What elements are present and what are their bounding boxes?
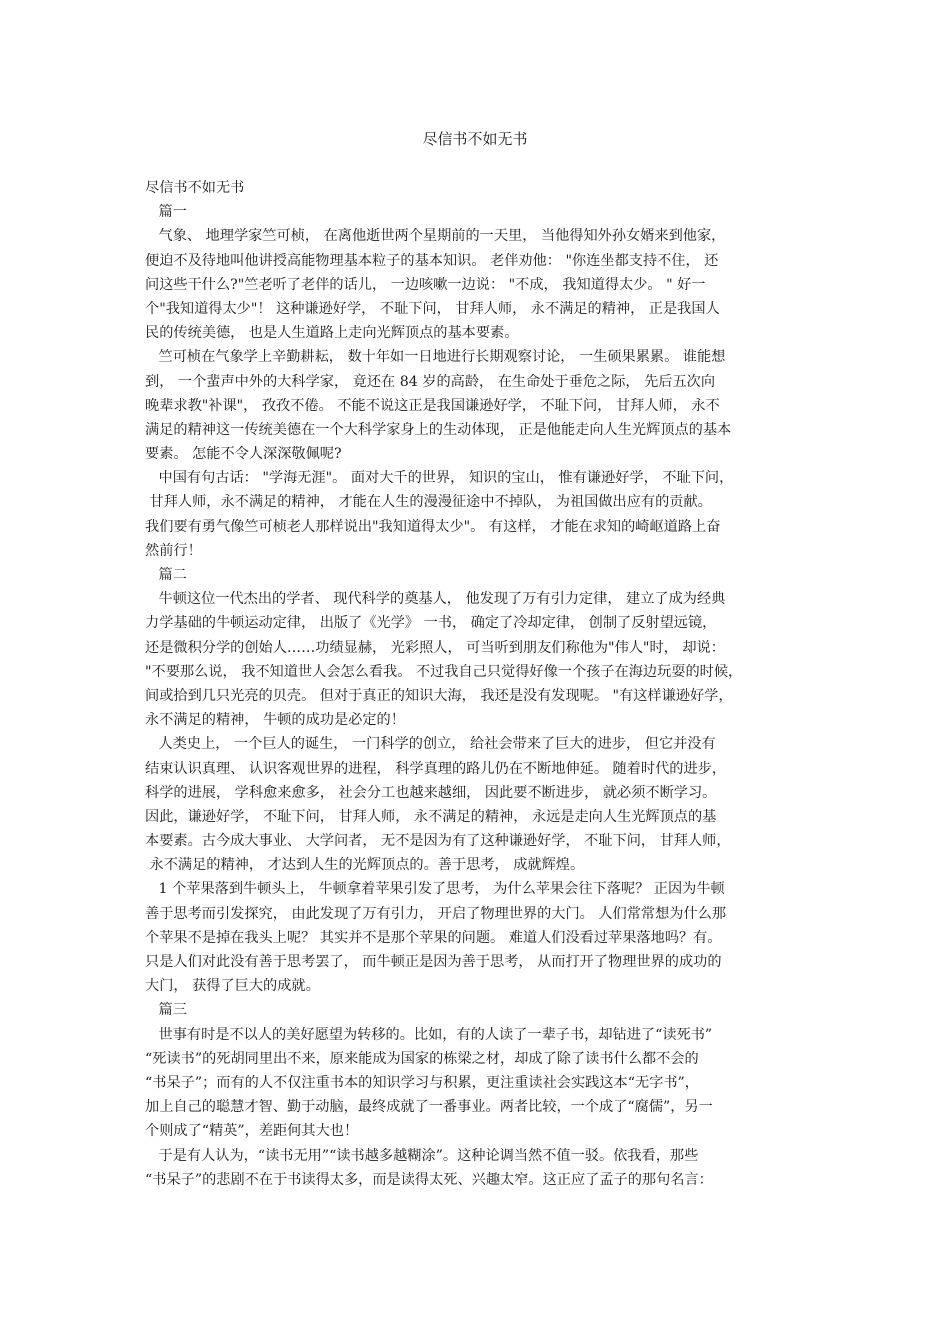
text-line: 篇二 [145,567,187,583]
text-line: 满足的精神这一传统美德在一个大科学家身上的生动体现， 正是他能走向人生光辉顶点的基本 [145,421,732,438]
text-line: 便迫不及待地叫他讲授高能物理基本粒子的基本知识。 老伴劝他： "你连坐都支持不住， 还 [145,252,719,269]
text-line: 民的传统美德， 也是人生道路上走向光辉顶点的基本要素。 [145,325,519,342]
text-line: 中国有句古话： "学海无涯"。 面对大千的世界， 知识的宝山， 惟有谦逊好学， 不耻下问， [145,470,734,487]
text-line: 问这些干什么?"竺老听了老伴的话儿， 一边咳嗽一边说： "不成， 我知道得太少。 " 好一 [145,276,706,293]
document-body [145,176,813,1192]
text-line: 到， 一个蜚声中外的大科学家， 竟还在 84 岁的高龄， 在生命处于垂危之际， 先后五次向 [145,373,716,390]
text-line: 本要素。古今成大事业、 大学问者， 无不是因为有了这种谦逊好学， 不耻下问， 甘拜人师， [145,833,731,850]
text-line: 要素。 怎能不令人深深敬佩呢? [145,446,342,463]
text-line: 甘拜人师，永不满足的精神， 才能在人生的漫漫征途中不掉队， 为祖国做出应有的贡献。 [145,494,712,511]
text-line: 篇一 [145,204,187,221]
text-line: 间或拾到几只光亮的贝壳。 但对于真正的知识大海， 我还是没有发现呢。 "有这样谦逊好学， [145,687,733,704]
text-line: 永不满足的精神， 才达到人生的光辉顶点的。善于思考， 成就辉煌。 [145,857,585,874]
text-line: 个"我知道得太少"！ 这种谦逊好学， 不耻下问， 甘拜人师， 永不满足的精神， 正是我国人 [145,300,720,317]
text-line: 牛顿这位一代杰出的学者、 现代科学的奠基人， 他发现了万有引力定律， 建立了成为经典 [145,591,726,608]
text-line: “死读书”的死胡同里出不来，原来能成为国家的栋梁之材，却成了除了读书什么都不会的 [145,1050,699,1067]
text-line: 加上自己的聪慧才智、勤于动脑，最终成就了一番事业。两者比较，一个成了“腐儒”，另一 [145,1099,713,1116]
text-line: 结束认识真理、 认识客观世界的进程， 科学真理的路儿仍在不断地伸延。 随着时代的进步， [145,760,727,777]
text-line: 大门， 获得了巨大的成就。 [145,978,320,995]
text-line: 个苹果不是掉在我头上呢？ 其实并不是那个苹果的问题。 难道人们没看过苹果落地吗？有。 [145,929,722,946]
text-line: 善于思考而引发探究， 由此发现了万有引力， 开启了物理世界的大门。 人们常常想为什么那 [145,905,727,922]
text-line: 1 个苹果落到牛顿头上， 牛顿拿着苹果引发了思考， 为什么苹果会往下落呢？ 正因为牛顿 [145,881,725,898]
text-line: 人类史上， 一个巨人的诞生， 一门科学的创立， 给社会带来了巨大的进步， 但它并没有 [145,736,716,753]
text-line: "不要那么说， 我不知道世人会怎么看我。 不过我自己只觉得好像一个孩子在海边玩耍的时候， [145,663,743,680]
text-line: 世事有时是不以人的美好愿望为转移的。比如，有的人读了一辈子书，却钻进了“读死书” [145,1026,713,1043]
text-line: 还是微积分学的创始人……功绩显赫， 光彩照人， 可当听到朋友们称他为"伟人"时， 却说： [145,639,725,656]
text-line: 只是人们对此没有善于思考罢了， 而牛顿正是因为善于思考， 从而打开了物理世界的成功的 [145,954,722,970]
text-line: 然前行！ [145,542,202,559]
text-line: 因此，谦逊好学， 不耻下问， 甘拜人师， 永不满足的精神， 永远是走向人生光辉顶点的基 [145,808,717,825]
text-line: 科学的进展， 学科愈来愈多， 社会分工也越来越细， 因此要不断进步， 就必须不断学习。 [145,784,717,801]
text-line: 个则成了“精英”，差距何其大也！ [145,1123,359,1140]
text-line: 于是有人认为，“读书无用”“读书越多越糊涂”。这种论调当然不值一驳。依我看，那些 [145,1147,699,1164]
text-line: 竺可桢在气象学上辛勤耕耘， 数十年如一日地进行长期观察讨论， 一生硕果累累。 谁能想 [145,349,726,366]
text-line: 晚辈求教"补课"， 孜孜不倦。 不能不说这正是我国谦逊好学， 不耻下问， 甘拜人师， 永不 [145,397,720,414]
text-line: 永不满足的精神， 牛顿的成功是必定的！ [145,712,405,729]
text-line: 尽信书不如无书 [145,180,245,196]
text-line: 气象、 地理学家竺可桢， 在离他逝世两个星期前的一天里， 当他得知外孙女婿来到他家， [145,228,726,245]
text-line: “书呆子”的悲剧不在于书读得太多，而是读得太死、兴趣太窄。这正应了孟子的那句名言： [145,1171,713,1188]
text-line: 力学基础的牛顿运动定律， 出版了《光学》 一书， 确定了冷却定律， 创制了反射望远镜， [145,615,717,632]
text-line: 篇三 [145,1002,187,1019]
text-line: “书呆子”；而有的人不仅注重书本的知识学习与积累，更注重读社会实践这本“无字书”， [145,1074,699,1091]
document-title: 尽信书不如无书 [422,130,528,148]
text-line: 我们要有勇气像竺可桢老人那样说出"我知道得太少"。 有这样， 才能在求知的崎岖道路上奋 [145,518,721,535]
